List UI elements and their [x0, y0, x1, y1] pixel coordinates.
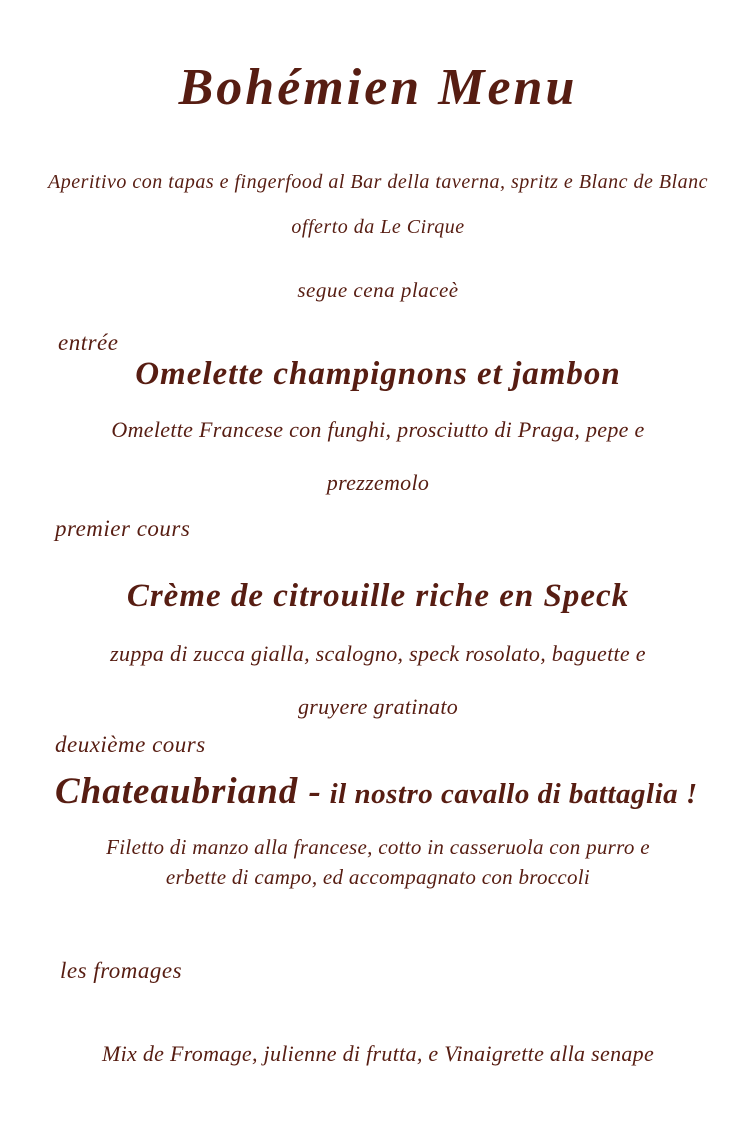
course-label-premier-cours: premier cours [55, 516, 191, 541]
dish-description-line: Filetto di manzo alla francese, cotto in casseruola con purro e [106, 835, 650, 859]
dish-name-creme: Crème de citrouille riche en Speck [126, 578, 630, 614]
dish-description-line: gruyere gratinato [297, 693, 459, 719]
aperitif-note-line-2: offerto da Le Cirque [291, 216, 465, 238]
dinner-subtitle: segue cena placeè [297, 278, 459, 302]
dish-description-line: Mix de Fromage, julienne di frutta, e Vinaigrette alla senape [101, 1041, 655, 1066]
dish-name-chateaubriand [0, 770, 756, 813]
dish-name-omelette: Omelette champignons et jambon [135, 356, 621, 392]
dish-description-fromages [0, 1028, 756, 1081]
aperitif-note-line-1: Aperitivo con tapas e fingerfood al Bar della taverna, spritz e Blanc de Blanc [47, 171, 708, 193]
course-label-entree: entrée [58, 330, 119, 355]
dish-description-line: Omelette Francese con funghi, prosciutto di Praga, pepe e [111, 417, 645, 442]
dish-description-line: zuppa di zucca gialla, scalogno, speck rosolato, baguette e [110, 641, 646, 666]
dish-name-chateaubriand-suffix: il nostro cavallo di battaglia ! [321, 778, 698, 810]
dish-description-creme [0, 628, 756, 734]
dish-description-line: erbette di campo, ed accompagnato con broccoli [165, 865, 591, 890]
course-label-les-fromages: les fromages [60, 958, 183, 983]
aperitif-note [0, 160, 756, 250]
dish-name-chateaubriand-main: Chateaubriand - [55, 771, 322, 812]
dish-description-chateaubriand [0, 832, 756, 893]
dish-description-omelette [0, 404, 756, 510]
dish-description-line: prezzemolo [326, 469, 430, 495]
menu-title: Bohémien Menu [178, 59, 578, 116]
course-label-deuxieme-cours: deuxième cours [55, 732, 206, 757]
